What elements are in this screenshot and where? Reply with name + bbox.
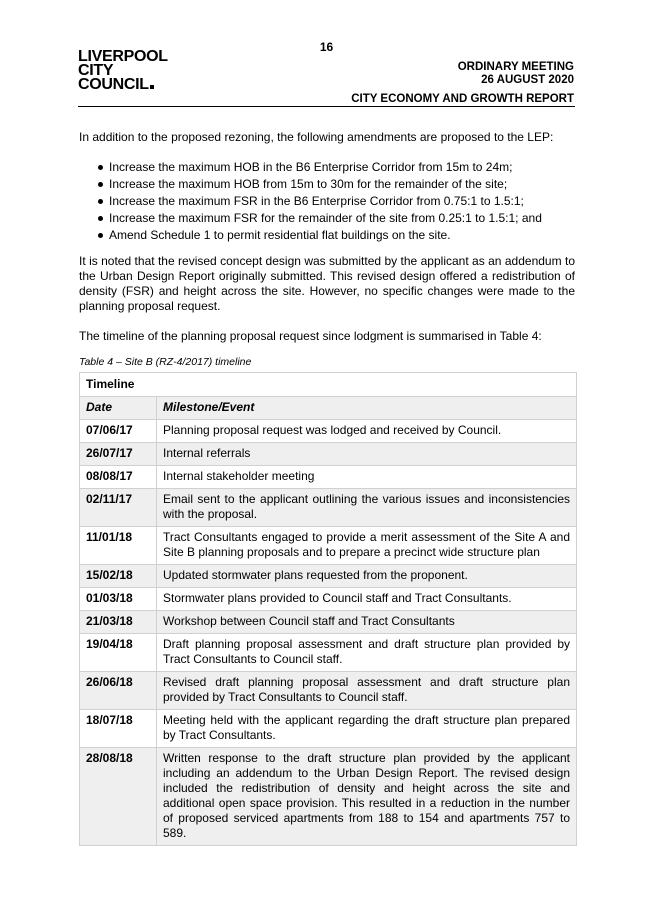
bullet-icon [98, 216, 103, 221]
row-event: Workshop between Council staff and Tract Consultants [157, 611, 577, 634]
row-event: Updated stormwater plans requested from the proponent. [157, 565, 577, 588]
row-date: 02/11/17 [80, 489, 157, 527]
amendment-text: Increase the maximum FSR for the remainder of the site from 0.25:1 to 1.5:1; and [109, 211, 542, 225]
list-item [79, 228, 575, 243]
row-date: 21/03/18 [80, 611, 157, 634]
bullet-icon [98, 182, 103, 187]
row-date: 26/07/17 [80, 443, 157, 466]
table-row [80, 611, 577, 634]
row-date: 08/08/17 [80, 466, 157, 489]
bullet-icon [98, 199, 103, 204]
council-logo [78, 50, 168, 92]
row-event: Internal stakeholder meeting [157, 466, 577, 489]
amendment-text: Increase the maximum HOB from 15m to 30m for the remainder of the site; [109, 177, 508, 191]
row-date: 19/04/18 [80, 634, 157, 672]
table-row [80, 672, 577, 710]
table-header-row [80, 397, 577, 420]
table-row [80, 588, 577, 611]
amendment-text: Increase the maximum HOB in the B6 Enterprise Corridor from 15m to 24m; [109, 160, 513, 174]
row-event: Written response to the draft structure plan provided by the applicant including an addendum to the Urban Design Report. The revised design included the redistribution of density and height across the site and additional open space provision. This resulted in a reduction in the number of proposed serviced apartments from 188 to 154 and apartments 757 to 589. [157, 748, 577, 846]
row-date: 26/06/18 [80, 672, 157, 710]
table-row [80, 443, 577, 466]
list-item [79, 177, 575, 192]
row-event: Internal referrals [157, 443, 577, 466]
logo-line-2: CITY [78, 62, 114, 79]
row-date: 18/07/18 [80, 710, 157, 748]
logo-line-3-wrap [78, 78, 168, 92]
meeting-title: ORDINARY MEETING [457, 61, 574, 73]
amendments-list [79, 160, 575, 243]
intro-paragraph: In addition to the proposed rezoning, the following amendments are proposed to the LEP: [79, 130, 554, 144]
row-event: Stormwater plans provided to Council staff and Tract Consultants. [157, 588, 577, 611]
table-caption: Table 4 – Site B (RZ-4/2017) timeline [79, 356, 252, 368]
meeting-date: 26 AUGUST 2020 [481, 74, 574, 86]
logo-line-1: LIVERPOOL [78, 48, 168, 65]
row-event: Revised draft planning proposal assessment and draft structure plan provided by Tract Consultants to Council staff. [157, 672, 577, 710]
table-row [80, 420, 577, 443]
table-row [80, 710, 577, 748]
column-header-date: Date [80, 397, 157, 420]
table-row [80, 748, 577, 846]
report-header [351, 61, 574, 106]
page-number: 16 [319, 40, 334, 54]
row-date: 01/03/18 [80, 588, 157, 611]
row-date: 07/06/17 [80, 420, 157, 443]
column-header-event: Milestone/Event [157, 397, 577, 420]
header-divider [78, 106, 575, 107]
row-date: 15/02/18 [80, 565, 157, 588]
logo-dot-icon [150, 85, 154, 89]
table-row [80, 489, 577, 527]
bullet-icon [98, 233, 103, 238]
row-event: Meeting held with the applicant regarding the draft structure plan prepared by Tract Consultants. [157, 710, 577, 748]
table-row [80, 527, 577, 565]
list-item [79, 160, 575, 175]
table-row [80, 565, 577, 588]
row-event: Email sent to the applicant outlining the various issues and inconsistencies with the proposal. [157, 489, 577, 527]
amendment-text: Increase the maximum FSR in the B6 Enterprise Corridor from 0.75:1 to 1.5:1; [109, 194, 524, 208]
row-event: Draft planning proposal assessment and draft structure plan provided by Tract Consultants to Council staff. [157, 634, 577, 672]
report-title: CITY ECONOMY AND GROWTH REPORT [351, 93, 574, 105]
table-title: Timeline [80, 373, 577, 397]
logo-line-3: COUNCIL [78, 76, 149, 93]
row-event: Tract Consultants engaged to provide a merit assessment of the Site A and Site B planning proposals and to prepare a precinct wide structure plan [157, 527, 577, 565]
row-event: Planning proposal request was lodged and received by Council. [157, 420, 577, 443]
amendment-text: Amend Schedule 1 to permit residential flat buildings on the site. [109, 228, 451, 242]
table-row [80, 466, 577, 489]
page-content [79, 130, 575, 846]
bullet-icon [98, 165, 103, 170]
timeline-intro-paragraph: The timeline of the planning proposal request since lodgment is summarised in Table 4: [79, 329, 542, 343]
timeline-table [79, 372, 577, 846]
revised-design-paragraph: It is noted that the revised concept design was submitted by the applicant as an addendum to the Urban Design Report originally submitted. This revised design offered a redistribution of density (FSR) and height across the site. However, no specific changes were made to the planning proposal request. [79, 254, 575, 313]
list-item [79, 194, 575, 209]
row-date: 11/01/18 [80, 527, 157, 565]
list-item [79, 211, 575, 226]
table-row [80, 634, 577, 672]
row-date: 28/08/18 [80, 748, 157, 846]
